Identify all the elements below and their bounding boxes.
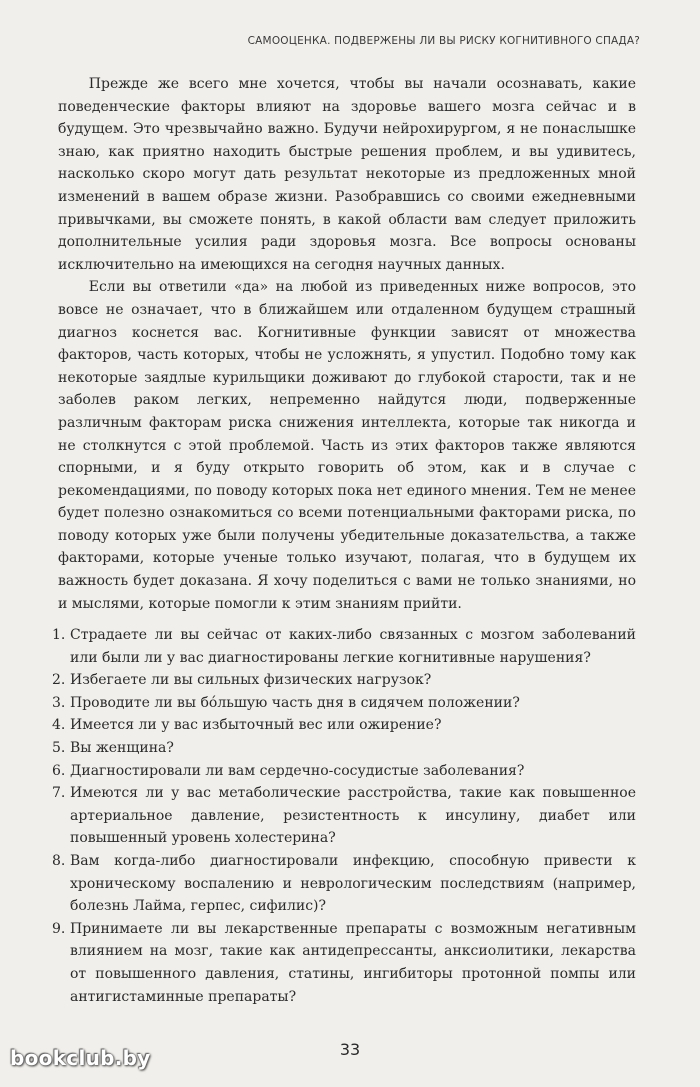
item-number: 4. (52, 717, 66, 734)
list-item (52, 669, 636, 692)
item-text: Имеются ли у вас метаболические расстройства, такие как повышенное артериальное давление, резистентность к инсулину, диабет или повышенный уровень холестерина? (70, 785, 636, 847)
question-list (52, 624, 636, 1008)
list-item (52, 692, 636, 715)
watermark: bookclub.by (10, 1046, 151, 1070)
list-item (52, 918, 636, 1008)
item-text: Избегаете ли вы сильных физических нагрузок? (70, 672, 432, 689)
running-header: САМООЦЕНКА. ПОДВЕРЖЕНЫ ЛИ ВЫ РИСКУ КОГНИТИВНОГО СПАДА? (247, 35, 640, 47)
item-text: Имеется ли у вас избыточный вес или ожирение? (70, 717, 442, 734)
item-text: Вам когда-либо диагностировали инфекцию, способную привести к хроническому воспалению и неврологическим последствиям (например, болезнь Лайма, герпес, сифилис)? (70, 852, 636, 915)
body-text (58, 73, 636, 615)
item-number: 3. (52, 694, 66, 711)
item-text: Вы женщина? (70, 739, 174, 756)
list-item (52, 714, 636, 737)
item-number: 8. (52, 852, 66, 869)
item-text: Диагностировали ли вам сердечно-сосудистые заболевания? (70, 762, 525, 779)
item-number: 7. (52, 785, 66, 802)
item-text: Проводите ли вы бóльшую часть дня в сидячем положении? (70, 694, 520, 711)
paragraph-2: Если вы ответили «да» на любой из приведенных ниже вопросов, это вовсе не означает, что в ближайшем или отдаленном будущем страшный диагноз коснется вас. Когнитивные функции зависят от множества факторов, часть которых, чтобы не усложнять, я упустил. Подобно тому как некоторые заядлые курильщики доживают до глубокой старости, так и не заболев раком легких, непременно найдутся люди, подверженные различным факторам риска снижения интеллекта, которые так никогда и не столкнутся с этой проблемой. Часть из этих факторов также являются спорными, и я буду открыто говорить об этом, как и в случае с рекомендациями, по поводу которых пока нет единого мнения. Тем не менее будет полезно ознакомиться со всеми потенциальными факторами риска, по поводу которых уже были получены убедительные доказательства, а также факторами, которые ученые только изучают, полагая, что в будущем их важность будет доказана. Я хочу поделиться с вами не только знаниями, но и мыслями, которые помогли к этим знаниям прийти. (58, 279, 636, 612)
list-item (52, 782, 636, 850)
item-number: 6. (52, 762, 66, 779)
item-number: 1. (52, 627, 66, 643)
list-item (52, 850, 636, 918)
item-text: Принимаете ли вы лекарственные препараты с возможным негативным влиянием на мозг, такие как антидепрессанты, анксиолитики, лекарства от повышенного давления, статины, ингибиторы протонной помпы или антигистаминные препараты? (70, 920, 636, 1005)
list-item (52, 737, 636, 760)
item-number: 5. (52, 739, 66, 756)
list-item (52, 624, 636, 669)
list-item (52, 760, 636, 783)
paragraph-1: Прежде же всего мне хочется, чтобы вы начали осознавать, какие поведенческие факторы влияют на здоровье вашего мозга сейчас и в будущем. Это чрезвычайно важно. Будучи нейрохирургом, я не понаслышке знаю, как приятно находить быстрые решения проблем, и вы удивитесь, насколько скоро могут дать результат некоторые из предложенных мной изменений в вашем образе жизни. Разобравшись со своими ежедневными привычками, вы сможете понять, в какой области вам следует приложить дополнительные усилия ради здоровья мозга. Все вопросы основаны исключительно на имеющихся на сегодня научных данных. (58, 76, 636, 273)
page-number: 33 (339, 1040, 361, 1059)
item-number: 2. (52, 672, 66, 689)
item-text: Страдаете ли вы сейчас от каких-либо связанных с мозгом заболеваний или были ли у вас диагностированы легкие когнитивные нарушения? (70, 627, 636, 666)
item-number: 9. (52, 920, 66, 937)
